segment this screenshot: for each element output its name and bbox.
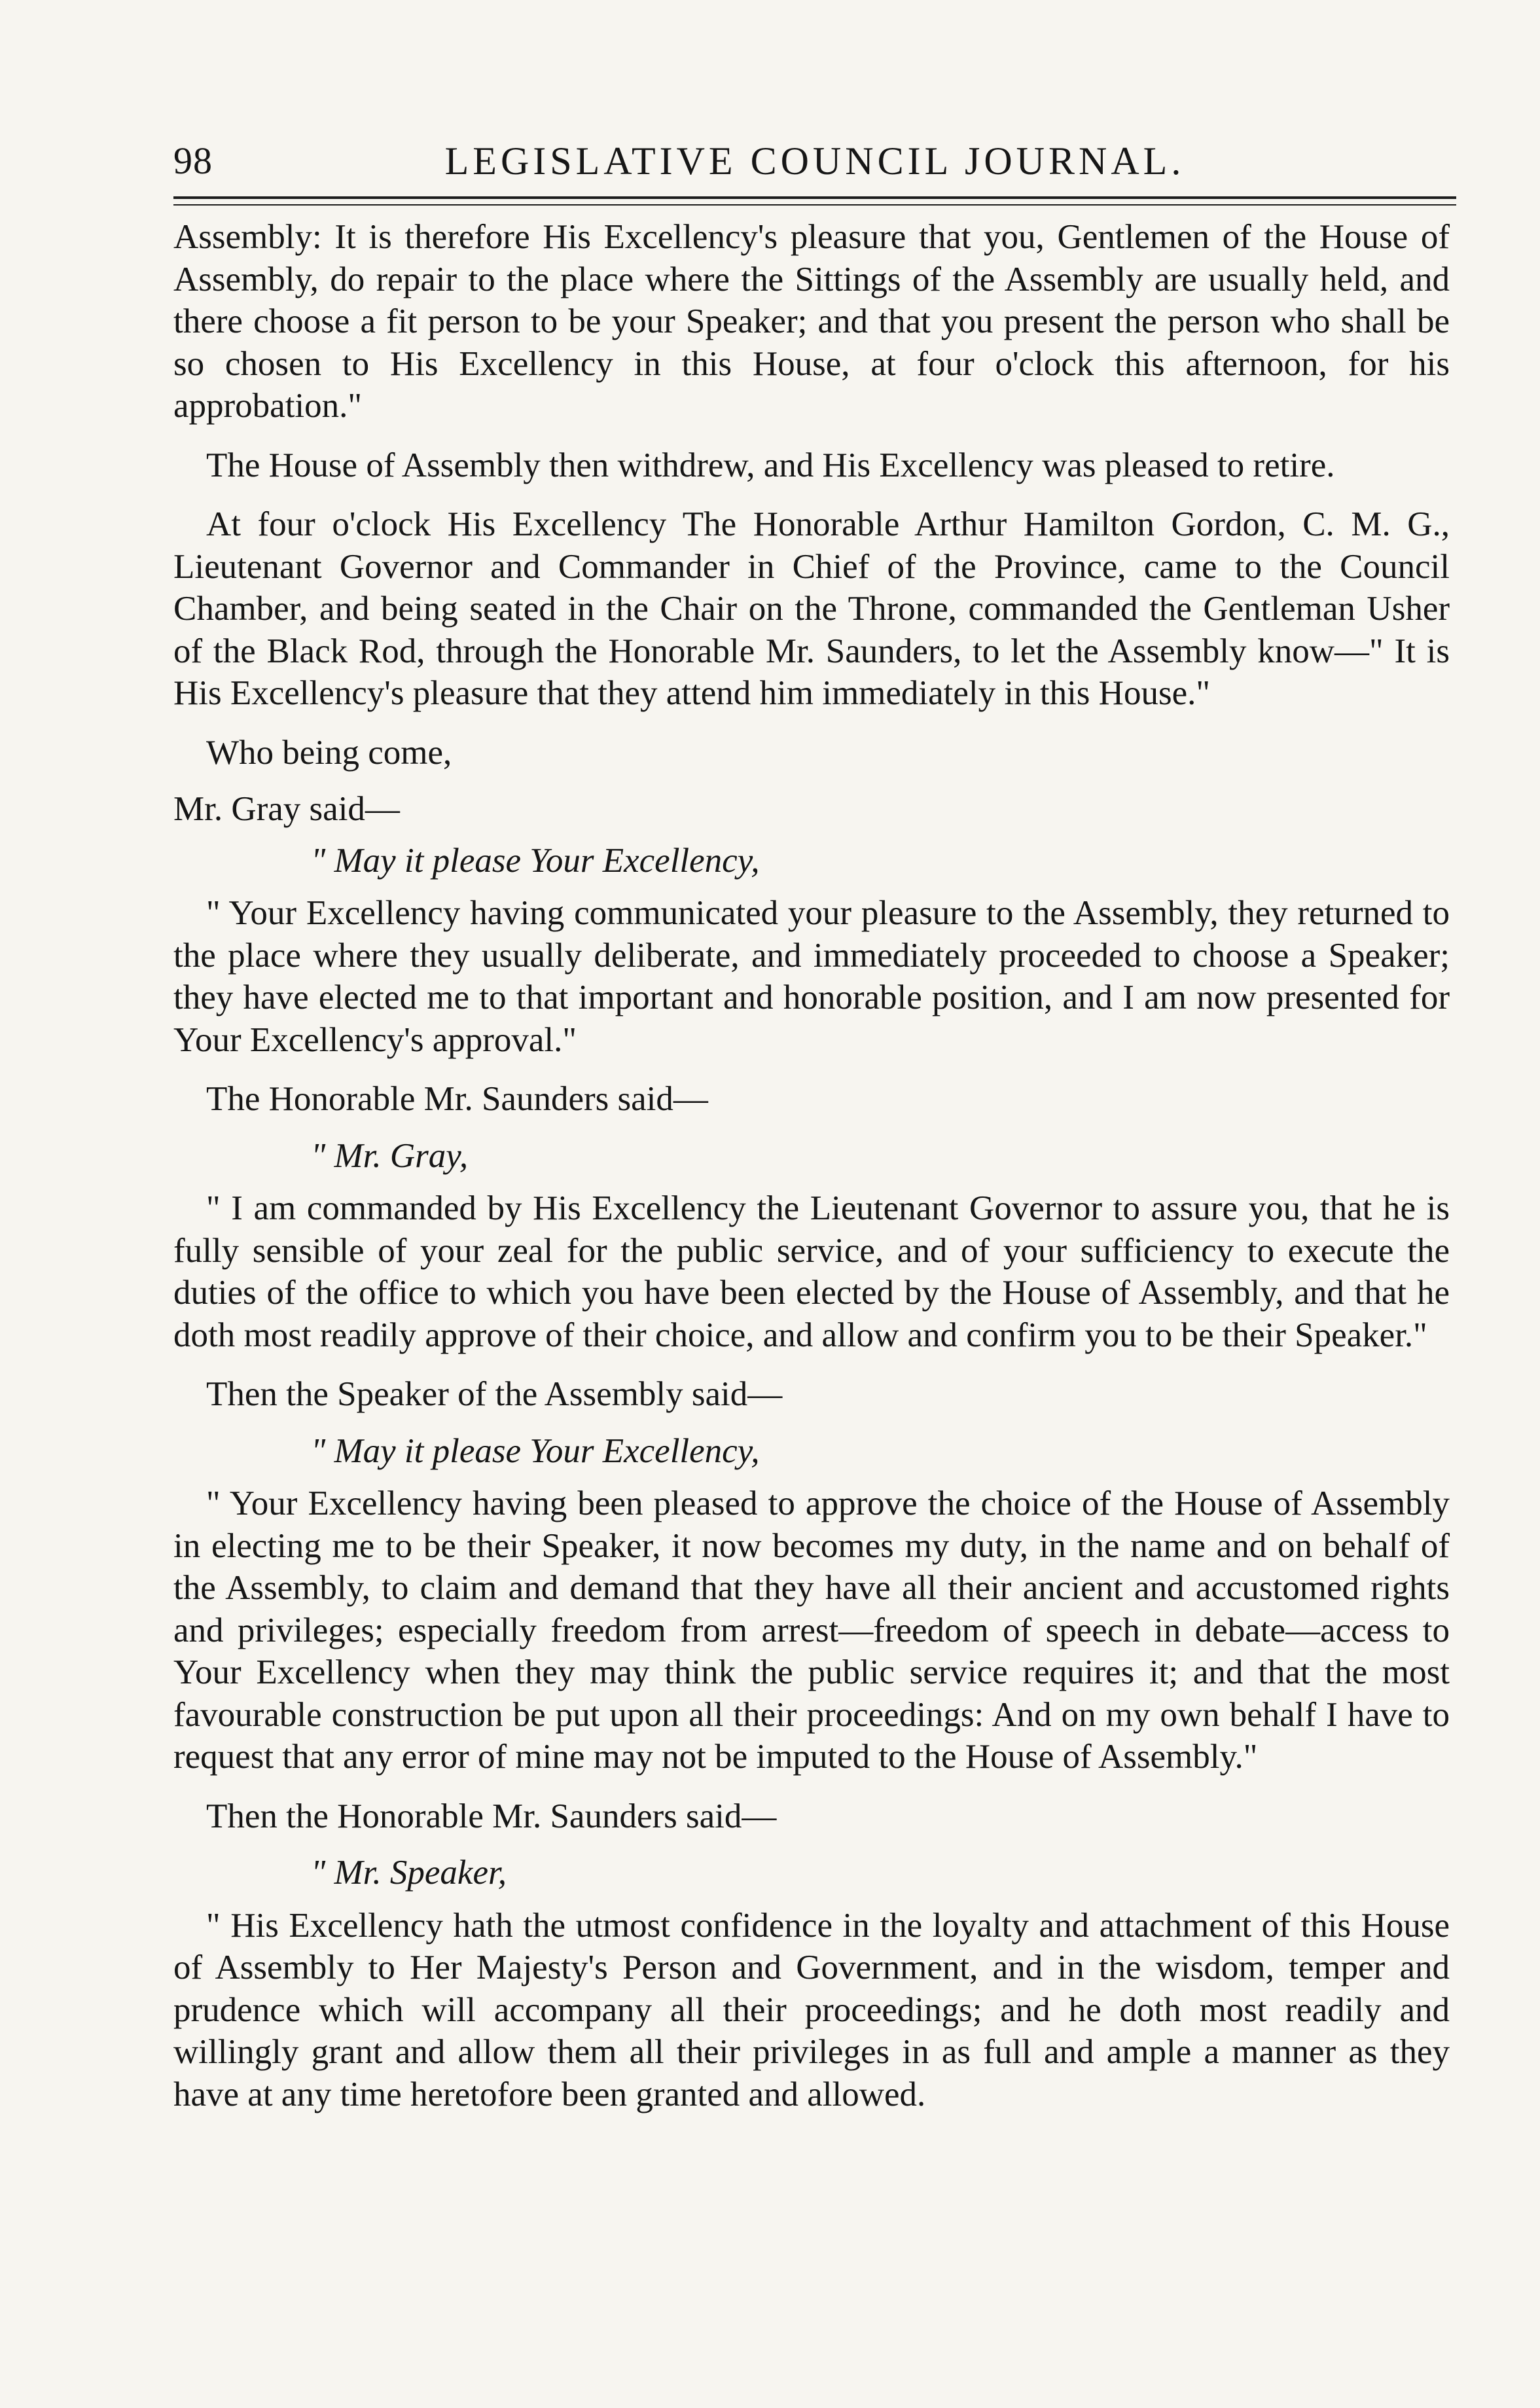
header-rule-thin [173,204,1456,206]
page-number: 98 [173,139,213,182]
speech-saunders-grant: " His Excellency hath the utmost confidence in the loyalty and attachment of this House of Assembly to Her Majesty's Person and Government, and in the wisdom, temper and prudence which will accompany all their proceedings; and he doth most readily and willingly grant and allow them all their privileges in as full and ample a manner as they have at any time heretofore been granted and allowed. [173,1906,1450,2113]
paragraph-who-being-come: Who being come, [206,733,452,772]
speaker-line-saunders-2: Then the Honorable Mr. Saunders said— [206,1797,777,1835]
paragraph-governor-arrival: At four o'clock His Excellency The Honorable Arthur Hamilton Gordon, C. M. G., Lieutenant Governor and Commander in Chief of the Province, came to the Council Chamber, and being seated in the Chair on the Throne, commanded the Gentleman Usher of the Black Rod, through the Honorable Mr. Saunders, to let the Assembly know—" It is His Excellency's pleasure that they attend him immediately in this House." [173,505,1450,712]
speaker-line-gray: Mr. Gray said— [173,790,400,828]
salutation-mr-speaker: " Mr. Speaker, [311,1854,507,1892]
page-body [173,216,1450,2115]
running-title: LEGISLATIVE COUNCIL JOURNAL. [444,139,1185,183]
paragraph-withdrawal: The House of Assembly then withdrew, and His Excellency was pleased to retire. [206,446,1335,484]
speaker-line-saunders: The Honorable Mr. Saunders said— [206,1080,708,1118]
salutation-excellency: " May it please Your Excellency, [311,841,760,880]
paragraph-continued: Assembly: It is therefore His Excellency's pleasure that you, Gentlemen of the House of Assembly, do repair to the place where the Sittings of the Assembly are usually held, and there choose a fit person to be your Speaker; and that you present the person who shall be so chosen to His Excellency in this House, at four o'clock this afternoon, for his approbation." [173,218,1450,425]
speech-saunders-approval: " I am commanded by His Excellency the Lieutenant Governor to assure you, that he is fully sensible of your zeal for the public service, and of your sufficiency to execute the duties of the office to which you have been elected by the House of Assembly, and that he doth most readily approve of their choice, and allow and confirm you to be their Speaker." [173,1189,1450,1354]
speech-speaker-privileges: " Your Excellency having been pleased to approve the choice of the House of Assembly in electing me to be their Speaker, it now becomes my duty, in the name and on behalf of the Assembly, to claim and demand that they have all their ancient and accustomed rights and privileges; especially freedom from arrest—freedom of speech in debate—access to Your Excellency when they may think the public service requires it; and that the most favourable construction be put upon all their proceedings: And on my own behalf I have to request that any error of mine may not be imputed to the House of Assembly." [173,1484,1450,1776]
salutation-mr-gray: " Mr. Gray, [311,1136,469,1175]
speech-gray: " Your Excellency having communicated your pleasure to the Assembly, they returned to the place where they usually deliberate, and immediately proceeded to choose a Speaker; they have elected me to that important and honorable position, and I am now presented for Your Excellency's approval." [173,894,1450,1059]
header-rule-thick [173,196,1456,199]
speaker-line-speaker: Then the Speaker of the Assembly said— [206,1375,783,1413]
page-header [173,139,1456,185]
salutation-excellency-2: " May it please Your Excellency, [311,1431,760,1470]
